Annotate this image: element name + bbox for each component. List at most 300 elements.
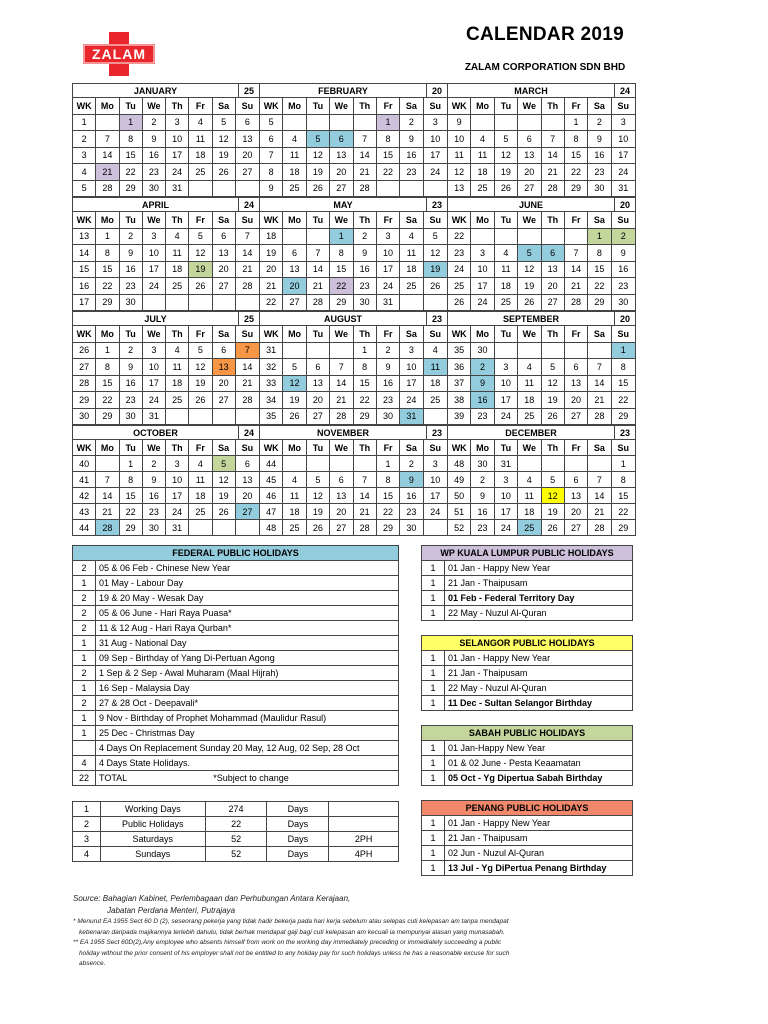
empty-cell <box>565 229 588 246</box>
day-cell: 22 <box>120 164 143 181</box>
month-december <box>448 425 636 536</box>
month-name: NOVEMBER <box>316 428 369 438</box>
working-days-count: 20 <box>614 198 635 211</box>
empty-cell <box>424 295 447 312</box>
day-cell: 3 <box>166 115 189 132</box>
week-number: 11 <box>448 148 471 165</box>
weekday-header: Th <box>354 440 377 456</box>
weekday-header: We <box>330 212 353 229</box>
day-cell: 8 <box>565 131 588 148</box>
day-cell: 12 <box>213 472 236 488</box>
summary-row <box>73 802 399 817</box>
month-name: FEBRUARY <box>318 86 368 96</box>
day-cell: 9 <box>588 131 611 148</box>
month-header <box>260 83 447 98</box>
day-cell: 20 <box>283 278 306 295</box>
day-cell: 12 <box>542 376 565 393</box>
day-cell: 13 <box>330 148 353 165</box>
holiday-description: 25 Dec - Christmas Day <box>96 726 399 741</box>
day-cell: 22 <box>120 504 143 520</box>
day-cell: 12 <box>307 148 330 165</box>
weekday-header: Su <box>236 440 259 456</box>
weekday-header: Sa <box>213 98 236 115</box>
holiday-description: 27 & 28 Oct - Deepavali* <box>96 696 399 711</box>
day-cell: 28 <box>542 181 565 198</box>
month-june <box>448 197 636 311</box>
month-august <box>260 311 448 425</box>
empty-cell <box>189 181 212 198</box>
day-cell: 2 <box>400 115 423 132</box>
company-name: ZALAM CORPORATION SDN BHD <box>464 62 626 73</box>
day-cell: 10 <box>612 131 635 148</box>
day-cell: 3 <box>143 343 166 360</box>
day-cell: 16 <box>588 148 611 165</box>
empty-cell <box>236 409 259 426</box>
day-cell: 31 <box>400 409 423 426</box>
day-cell: 29 <box>354 409 377 426</box>
day-cell: 15 <box>377 148 400 165</box>
weekday-header: Fr <box>377 326 400 343</box>
penang-holidays-table <box>421 800 633 876</box>
empty-cell <box>424 181 447 198</box>
week-number: 45 <box>260 472 283 488</box>
holiday-row <box>422 681 633 696</box>
holiday-description: 22 May - Nuzul Al-Quran <box>445 606 633 621</box>
weekday-header: Sa <box>213 440 236 456</box>
weekday-header: Th <box>542 440 565 456</box>
day-cell: 10 <box>377 245 400 262</box>
day-cell: 2 <box>120 229 143 246</box>
week-number: 37 <box>448 376 471 393</box>
holiday-row <box>422 861 633 876</box>
working-days-count: 24 <box>238 426 259 439</box>
empty-cell <box>471 229 494 246</box>
weekday-header: Mo <box>283 440 306 456</box>
holiday-day-count: 4 <box>73 756 96 771</box>
weekday-header: Mo <box>283 98 306 115</box>
holiday-row <box>73 741 399 756</box>
weekday-header: Th <box>354 212 377 229</box>
day-cell: 13 <box>213 245 236 262</box>
week-number: 15 <box>73 262 96 279</box>
day-cell: 24 <box>377 278 400 295</box>
holiday-day-count: 1 <box>422 861 445 876</box>
day-cell: 21 <box>96 164 119 181</box>
holiday-row <box>422 576 633 591</box>
day-cell: 1 <box>96 229 119 246</box>
month-header <box>73 197 259 212</box>
weekday-header: Su <box>236 326 259 343</box>
day-cell: 11 <box>166 245 189 262</box>
day-cell: 11 <box>495 262 518 279</box>
holiday-day-count: 2 <box>73 561 96 576</box>
working-days-count: 24 <box>614 84 635 97</box>
month-header <box>73 311 259 326</box>
week-number: 41 <box>73 472 96 488</box>
empty-cell <box>565 343 588 360</box>
weekday-header: Su <box>424 212 447 229</box>
day-cell: 19 <box>518 278 541 295</box>
day-cell: 25 <box>283 520 306 536</box>
week-number: 32 <box>260 359 283 376</box>
day-cell: 14 <box>307 262 330 279</box>
month-may <box>260 197 448 311</box>
holiday-row <box>422 831 633 846</box>
day-cell: 14 <box>588 488 611 504</box>
week-number: 43 <box>73 504 96 520</box>
week-number: 26 <box>73 343 96 360</box>
empty-cell <box>354 456 377 472</box>
holiday-description: 02 Jun - Nuzul Al-Quran <box>445 846 633 861</box>
empty-cell <box>400 181 423 198</box>
weekday-header: Fr <box>565 440 588 456</box>
note-2-line-1: ** EA 1955 Sect 60D(2),Any employee who absents himself from work on the working day immediately preceding or immediately succeeding a public <box>73 939 502 946</box>
day-cell: 14 <box>96 148 119 165</box>
working-days-count: 20 <box>614 312 635 325</box>
weekday-header: Fr <box>189 212 212 229</box>
day-cell: 2 <box>400 456 423 472</box>
day-cell: 15 <box>612 376 635 393</box>
empty-cell <box>330 456 353 472</box>
day-cell: 30 <box>120 295 143 312</box>
day-cell: 4 <box>495 245 518 262</box>
empty-cell <box>166 295 189 312</box>
holiday-row <box>422 741 633 756</box>
day-cell: 10 <box>495 376 518 393</box>
holiday-row <box>422 816 633 831</box>
empty-cell <box>166 409 189 426</box>
day-cell: 14 <box>588 376 611 393</box>
week-number: 33 <box>260 376 283 393</box>
day-cell: 29 <box>330 295 353 312</box>
weekday-header: Fr <box>565 212 588 229</box>
week-number: 35 <box>260 409 283 426</box>
day-cell: 1 <box>612 456 635 472</box>
day-cell: 31 <box>166 520 189 536</box>
day-cell: 13 <box>565 488 588 504</box>
day-cell: 17 <box>471 278 494 295</box>
day-cell: 20 <box>330 164 353 181</box>
day-cell: 15 <box>565 148 588 165</box>
weekday-header: Th <box>166 326 189 343</box>
holiday-day-count: 2 <box>73 696 96 711</box>
empty-cell <box>307 229 330 246</box>
week-number: 51 <box>448 504 471 520</box>
day-cell: 1 <box>96 343 119 360</box>
day-cell: 25 <box>400 278 423 295</box>
empty-cell <box>495 115 518 132</box>
weekday-header: Tu <box>495 212 518 229</box>
day-cell: 9 <box>400 131 423 148</box>
month-header <box>73 83 259 98</box>
day-cell: 28 <box>354 181 377 198</box>
month-days-grid <box>260 326 447 425</box>
week-number: 9 <box>260 181 283 198</box>
month-january <box>72 83 260 197</box>
holiday-row <box>73 591 399 606</box>
weekday-header: We <box>143 212 166 229</box>
day-cell: 7 <box>542 131 565 148</box>
empty-cell <box>518 115 541 132</box>
day-cell: 6 <box>307 359 330 376</box>
day-cell: 30 <box>471 456 494 472</box>
day-cell: 26 <box>283 409 306 426</box>
empty-cell <box>565 456 588 472</box>
week-number: 8 <box>260 164 283 181</box>
weekday-header: We <box>518 212 541 229</box>
week-number: 1 <box>73 115 96 132</box>
day-cell: 27 <box>330 181 353 198</box>
week-number: 21 <box>260 278 283 295</box>
working-days-count: 20 <box>426 84 447 97</box>
day-cell: 18 <box>424 376 447 393</box>
day-cell: 24 <box>143 278 166 295</box>
week-number: 10 <box>448 131 471 148</box>
month-days-grid <box>448 212 635 311</box>
day-cell: 3 <box>377 229 400 246</box>
day-cell: 2 <box>354 229 377 246</box>
empty-cell <box>96 115 119 132</box>
weekday-header: Sa <box>400 326 423 343</box>
summary-unit: Days <box>267 802 329 817</box>
week-number: 13 <box>73 229 96 246</box>
week-number: 35 <box>448 343 471 360</box>
weekday-header: We <box>518 326 541 343</box>
day-cell: 9 <box>143 131 166 148</box>
day-cell: 5 <box>189 343 212 360</box>
day-cell: 27 <box>565 409 588 426</box>
day-cell: 24 <box>424 504 447 520</box>
weekday-header: We <box>330 440 353 456</box>
summary-value: 52 <box>205 847 267 862</box>
day-cell: 31 <box>377 295 400 312</box>
day-cell: 24 <box>143 392 166 409</box>
day-cell: 20 <box>518 164 541 181</box>
sabah-holidays-title: SABAH PUBLIC HOLIDAYS <box>422 726 633 741</box>
day-cell: 22 <box>377 504 400 520</box>
note-1-line-1: * Menurut EA 1955 Sect 60 D (2), seseorang pekerja yang tidak hadir bekerja pada hari kerja sebelum atau selepas cuti kelepasan am tanpa mendapat <box>73 918 509 925</box>
month-name: MAY <box>333 200 353 210</box>
day-cell: 15 <box>120 148 143 165</box>
weekday-header: We <box>143 98 166 115</box>
week-number: 6 <box>260 131 283 148</box>
weekday-header: Tu <box>307 326 330 343</box>
day-cell: 17 <box>495 392 518 409</box>
day-cell: 30 <box>400 520 423 536</box>
day-cell: 8 <box>612 359 635 376</box>
month-header <box>448 425 635 440</box>
week-number: 23 <box>448 245 471 262</box>
day-cell: 18 <box>166 376 189 393</box>
month-march <box>448 83 636 197</box>
week-number: 26 <box>448 295 471 312</box>
week-number: 44 <box>260 456 283 472</box>
day-cell: 25 <box>166 278 189 295</box>
weekday-header: Mo <box>96 98 119 115</box>
day-cell: 27 <box>213 392 236 409</box>
day-cell: 4 <box>283 131 306 148</box>
empty-cell <box>283 343 306 360</box>
day-cell: 24 <box>166 504 189 520</box>
month-days-grid <box>448 326 635 425</box>
day-cell: 11 <box>518 488 541 504</box>
day-cell: 10 <box>166 131 189 148</box>
holiday-description: 4 Days State Holidays. <box>96 756 399 771</box>
day-cell: 26 <box>189 392 212 409</box>
holiday-row <box>422 666 633 681</box>
federal-holidays-title: FEDERAL PUBLIC HOLIDAYS <box>73 546 399 561</box>
day-cell: 23 <box>120 392 143 409</box>
empty-cell <box>213 181 236 198</box>
day-cell: 16 <box>143 488 166 504</box>
holiday-description: 01 Feb - Federal Territory Day <box>445 591 633 606</box>
holiday-day-count: 1 <box>73 576 96 591</box>
week-number: 22 <box>260 295 283 312</box>
weekday-header: WK <box>448 326 471 343</box>
day-cell: 28 <box>307 295 330 312</box>
holiday-day-count: 1 <box>422 666 445 681</box>
day-cell: 2 <box>471 472 494 488</box>
weekday-header: We <box>143 440 166 456</box>
day-cell: 14 <box>236 245 259 262</box>
holiday-day-count: 1 <box>422 816 445 831</box>
holiday-description: 11 Dec - Sultan Selangor Birthday <box>445 696 633 711</box>
holiday-row <box>73 636 399 651</box>
day-cell: 16 <box>400 148 423 165</box>
day-cell: 25 <box>283 181 306 198</box>
day-cell: 25 <box>471 181 494 198</box>
week-number: 5 <box>260 115 283 132</box>
total-cell <box>96 771 399 786</box>
day-cell: 15 <box>96 376 119 393</box>
empty-cell <box>236 295 259 312</box>
day-cell: 5 <box>189 229 212 246</box>
day-cell: 22 <box>588 278 611 295</box>
holiday-row <box>73 711 399 726</box>
weekday-header: We <box>143 326 166 343</box>
day-cell: 5 <box>542 359 565 376</box>
day-cell: 27 <box>565 520 588 536</box>
empty-cell <box>495 229 518 246</box>
day-cell: 11 <box>283 488 306 504</box>
week-number: 24 <box>448 262 471 279</box>
day-cell: 9 <box>471 488 494 504</box>
week-number: 7 <box>260 148 283 165</box>
holiday-row <box>73 666 399 681</box>
empty-cell <box>283 229 306 246</box>
holiday-description: 01 Jan - Happy New Year <box>445 561 633 576</box>
holiday-description: 01 & 02 June - Pesta Keaamatan <box>445 756 633 771</box>
day-cell: 1 <box>354 343 377 360</box>
month-name: OCTOBER <box>133 428 178 438</box>
day-cell: 27 <box>518 181 541 198</box>
day-cell: 8 <box>330 245 353 262</box>
working-days-count: 25 <box>238 312 259 325</box>
day-cell: 12 <box>189 359 212 376</box>
day-cell: 30 <box>588 181 611 198</box>
weekday-header: Tu <box>495 440 518 456</box>
day-cell: 5 <box>424 229 447 246</box>
summary-index: 2 <box>73 817 101 832</box>
day-cell: 28 <box>96 520 119 536</box>
holiday-day-count: 1 <box>73 651 96 666</box>
day-cell: 26 <box>189 278 212 295</box>
day-cell: 18 <box>471 164 494 181</box>
weekday-header: Su <box>612 440 635 456</box>
day-cell: 15 <box>377 488 400 504</box>
day-cell: 30 <box>120 409 143 426</box>
day-cell: 16 <box>377 376 400 393</box>
day-cell: 19 <box>307 504 330 520</box>
day-cell: 20 <box>565 392 588 409</box>
day-cell: 23 <box>354 278 377 295</box>
day-cell: 27 <box>236 164 259 181</box>
day-cell: 8 <box>588 245 611 262</box>
holiday-description: 11 & 12 Aug - Hari Raya Qurban* <box>96 621 399 636</box>
weekday-header: Su <box>612 212 635 229</box>
month-days-grid <box>73 212 259 311</box>
summary-index: 4 <box>73 847 101 862</box>
day-cell: 4 <box>166 229 189 246</box>
day-cell: 2 <box>143 115 166 132</box>
day-cell: 3 <box>400 343 423 360</box>
day-cell: 4 <box>283 472 306 488</box>
week-number: 31 <box>260 343 283 360</box>
day-cell: 25 <box>189 164 212 181</box>
weekday-header: Mo <box>471 326 494 343</box>
day-cell: 9 <box>400 472 423 488</box>
day-cell: 17 <box>166 488 189 504</box>
day-cell: 20 <box>565 504 588 520</box>
day-cell: 28 <box>236 392 259 409</box>
summary-value: 52 <box>205 832 267 847</box>
holiday-description: 05 Oct - Yg Dipertua Sabah Birthday <box>445 771 633 786</box>
day-cell: 26 <box>542 409 565 426</box>
day-cell: 13 <box>307 376 330 393</box>
holiday-row <box>422 606 633 621</box>
day-cell: 13 <box>565 376 588 393</box>
week-number: 17 <box>73 295 96 312</box>
week-number: 12 <box>448 164 471 181</box>
summary-row <box>73 847 399 862</box>
day-cell: 26 <box>213 164 236 181</box>
month-header <box>448 83 635 98</box>
day-cell: 3 <box>424 456 447 472</box>
day-cell: 1 <box>120 115 143 132</box>
day-cell: 17 <box>377 262 400 279</box>
day-cell: 20 <box>213 262 236 279</box>
day-cell: 8 <box>377 131 400 148</box>
weekday-header: WK <box>448 212 471 229</box>
weekday-header: WK <box>260 98 283 115</box>
day-cell: 8 <box>120 131 143 148</box>
holiday-row <box>73 561 399 576</box>
weekday-header: Fr <box>377 98 400 115</box>
day-cell: 18 <box>495 278 518 295</box>
week-number: 4 <box>73 164 96 181</box>
holiday-description: 05 & 06 June - Hari Raya Puasa* <box>96 606 399 621</box>
month-november <box>260 425 448 536</box>
weekday-header: Tu <box>120 212 143 229</box>
week-number: 20 <box>260 262 283 279</box>
working-days-count: 25 <box>238 84 259 97</box>
empty-cell <box>542 229 565 246</box>
day-cell: 14 <box>236 359 259 376</box>
day-cell: 22 <box>377 164 400 181</box>
holiday-description: 21 Jan - Thaipusam <box>445 831 633 846</box>
month-october <box>72 425 260 536</box>
day-cell: 31 <box>495 456 518 472</box>
